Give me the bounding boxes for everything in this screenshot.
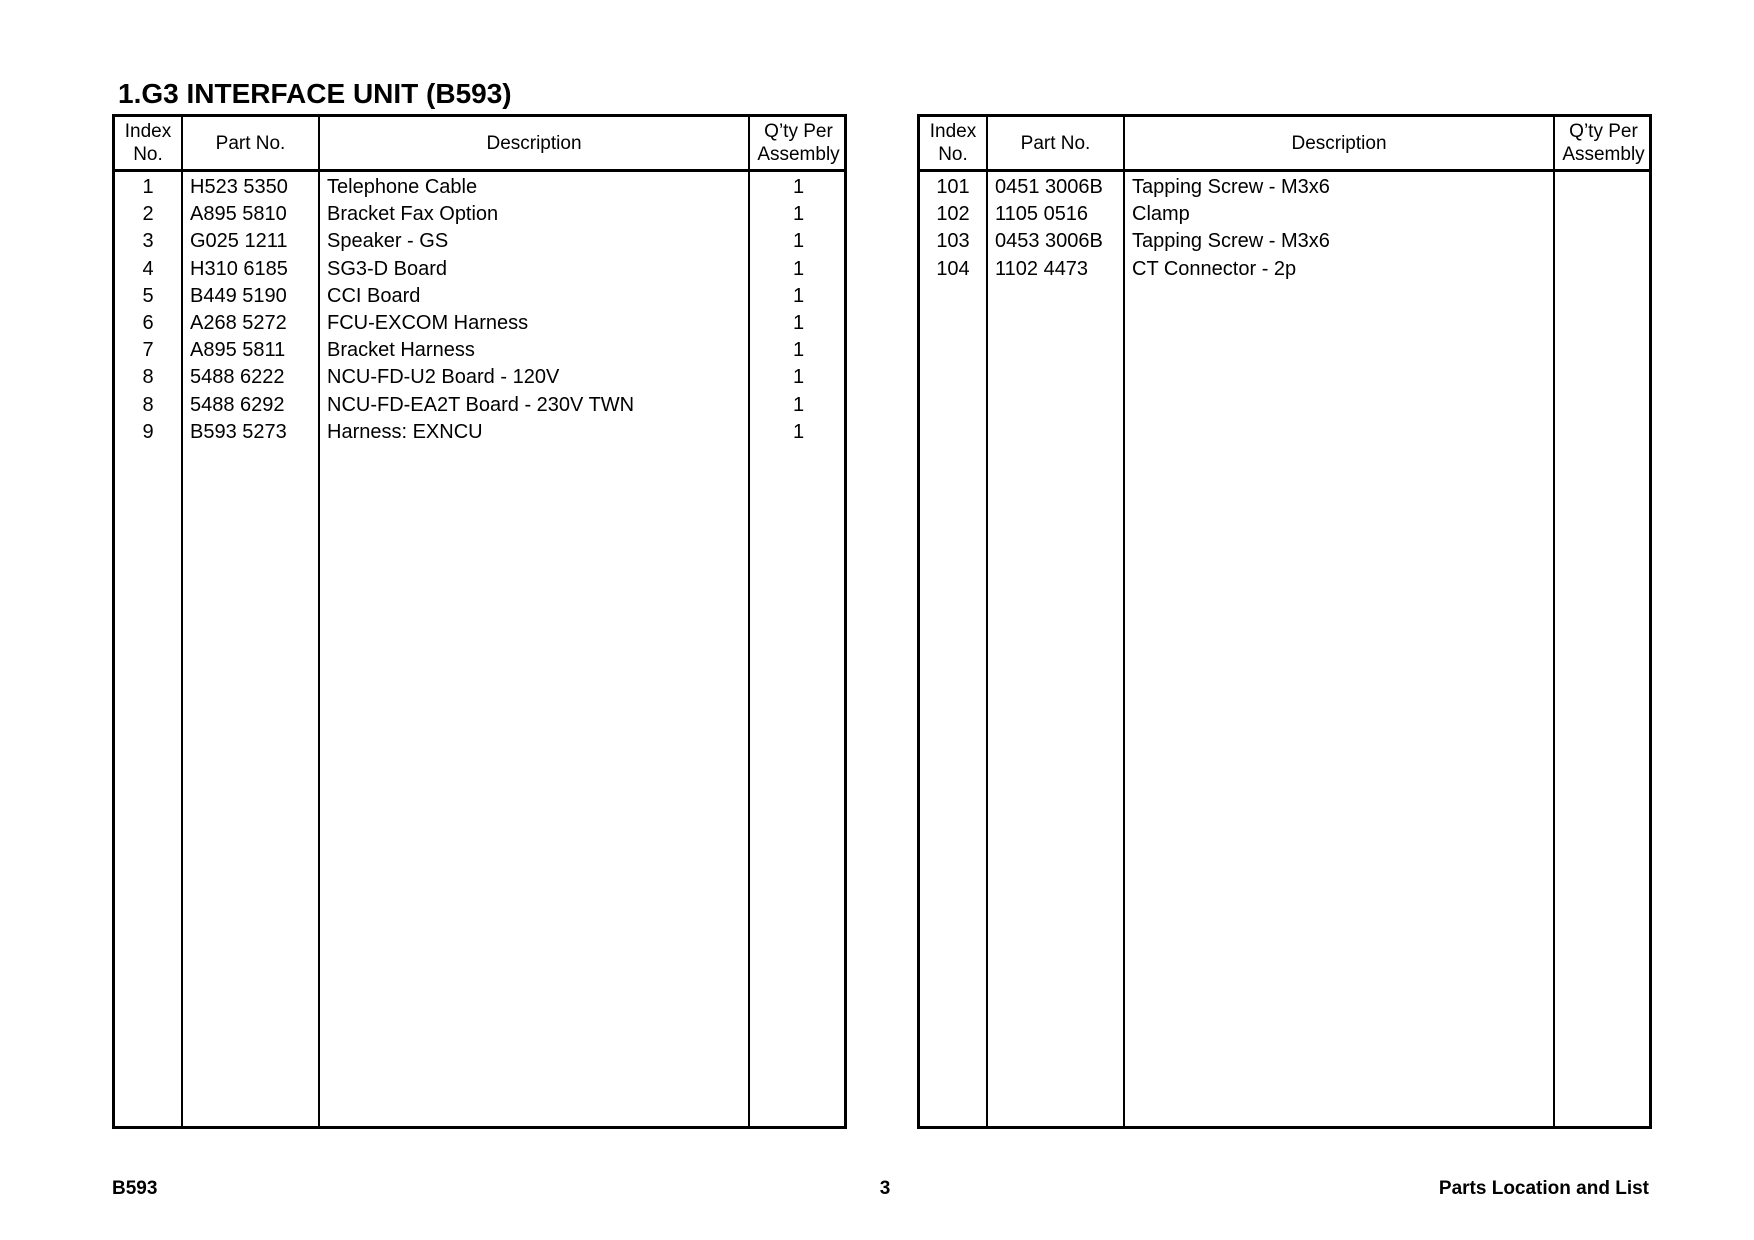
cell-part-no: 1102 4473: [995, 257, 1089, 280]
cell-part-no: 0451 3006B: [995, 176, 1103, 198]
table-row: [115, 392, 844, 419]
header-index: Index No.: [124, 121, 172, 165]
cell-index: 7: [142, 339, 154, 362]
cell-qty: 1: [792, 366, 805, 389]
cell-description: Speaker - GS: [327, 230, 449, 253]
cell-part-no: 1105 0516: [995, 203, 1089, 226]
cell-qty: 1: [792, 339, 805, 362]
cell-index: 101: [936, 176, 970, 198]
table-row: [115, 201, 844, 228]
table-row: [920, 228, 1649, 255]
cell-part-no: 5488 6292: [190, 393, 285, 416]
cell-part-no: H310 6185: [190, 257, 288, 280]
table-row: [920, 256, 1649, 283]
table-row: [920, 174, 1649, 201]
cell-description: Bracket Harness: [327, 339, 475, 362]
cell-part-no: B449 5190: [190, 284, 287, 307]
footer-page-number: 3: [879, 1178, 891, 1199]
header-part-no: Part No.: [1020, 132, 1091, 154]
table-row: [115, 283, 844, 310]
table-row: [115, 228, 844, 255]
header-description: Description: [486, 132, 582, 154]
cell-index: 3: [142, 230, 154, 253]
cell-description: NCU-FD-U2 Board - 120V: [327, 366, 560, 389]
cell-description: FCU-EXCOM Harness: [327, 311, 529, 334]
header-qty: Q’ty Per Assembly: [1562, 121, 1645, 165]
header-index: Index No.: [929, 121, 977, 165]
table-body-left: [115, 174, 844, 446]
header-divider: [115, 169, 844, 172]
cell-description: CT Connector - 2p: [1132, 257, 1297, 280]
cell-index: 4: [142, 257, 154, 280]
header-qty: Q’ty Per Assembly: [757, 121, 840, 165]
cell-description: Telephone Cable: [327, 176, 478, 198]
cell-index: 8: [142, 366, 154, 389]
cell-part-no: A895 5810: [190, 203, 287, 226]
cell-qty: 1: [792, 203, 805, 226]
cell-part-no: 0453 3006B: [995, 230, 1103, 253]
footer-section-title: Parts Location and List: [1438, 1178, 1649, 1199]
cell-part-no: 5488 6222: [190, 366, 285, 389]
cell-description: NCU-FD-EA2T Board - 230V TWN: [327, 393, 635, 416]
header-divider: [920, 169, 1649, 172]
table-row: [115, 419, 844, 446]
cell-part-no: G025 1211: [190, 230, 288, 253]
page-title: 1.G3 INTERFACE UNIT (B593): [118, 78, 512, 109]
footer-model: B593: [112, 1178, 158, 1199]
cell-description: Clamp: [1132, 203, 1190, 226]
cell-part-no: B593 5273: [190, 420, 287, 443]
cell-index: 8: [142, 393, 154, 416]
cell-qty: 1: [792, 311, 805, 334]
cell-qty: 1: [792, 230, 805, 253]
cell-description: Tapping Screw - M3x6: [1132, 176, 1330, 198]
cell-index: 9: [142, 420, 154, 443]
cell-part-no: A268 5272: [190, 311, 287, 334]
header-part-no: Part No.: [215, 132, 286, 154]
cell-qty: 1: [792, 176, 805, 198]
cell-description: SG3-D Board: [327, 257, 448, 280]
table-row: [115, 256, 844, 283]
cell-index: 5: [142, 284, 154, 307]
cell-qty: 1: [792, 393, 805, 416]
cell-index: 102: [936, 203, 970, 226]
header-description: Description: [1291, 132, 1387, 154]
cell-description: Tapping Screw - M3x6: [1132, 230, 1330, 253]
cell-part-no: H523 5350: [190, 176, 288, 198]
cell-qty: 1: [792, 420, 805, 443]
cell-description: Harness: EXNCU: [327, 420, 483, 443]
cell-index: 104: [936, 257, 970, 280]
parts-table-left: [112, 114, 847, 1129]
table-row: [115, 310, 844, 337]
cell-part-no: A895 5811: [190, 339, 286, 362]
table-row: [115, 174, 844, 201]
table-row: [920, 201, 1649, 228]
table-row: [115, 337, 844, 364]
cell-index: 103: [936, 230, 970, 253]
table-body-right: [920, 174, 1649, 283]
cell-qty: 1: [792, 284, 805, 307]
cell-index: 2: [142, 203, 154, 226]
parts-table-right: [917, 114, 1652, 1129]
cell-description: Bracket Fax Option: [327, 203, 499, 226]
cell-qty: 1: [792, 257, 805, 280]
table-row: [115, 364, 844, 391]
cell-index: 1: [142, 176, 154, 198]
cell-description: CCI Board: [327, 284, 421, 307]
cell-index: 6: [142, 311, 154, 334]
